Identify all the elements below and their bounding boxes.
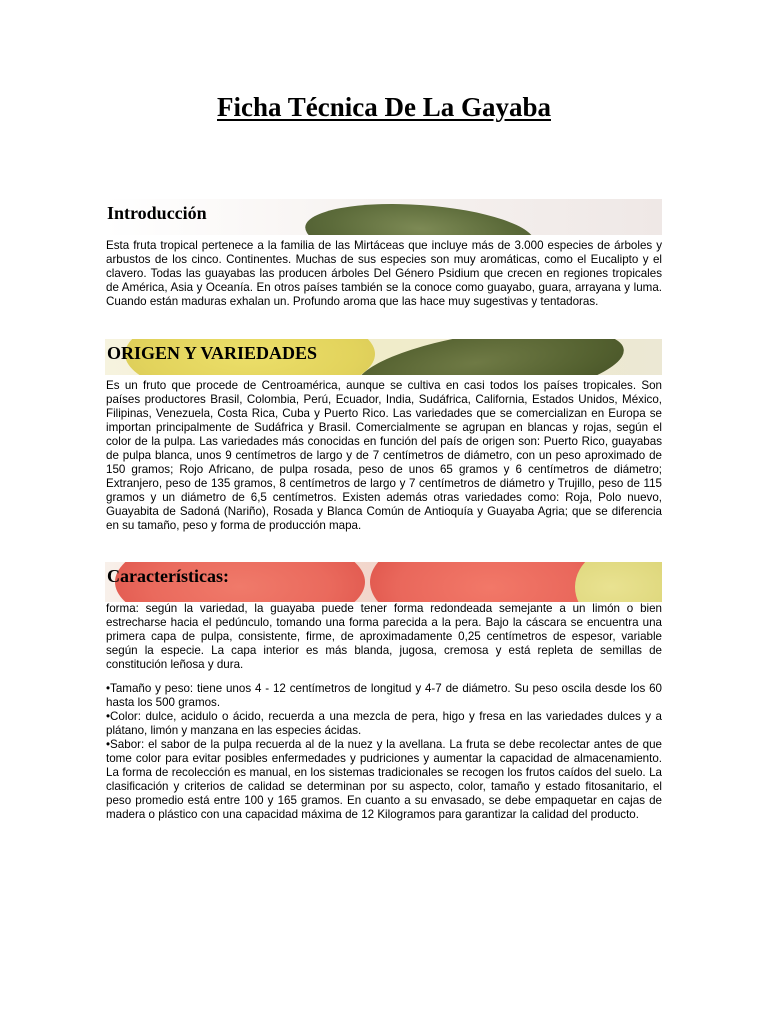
guava-pulp-image: [370, 562, 610, 602]
section-heading: Introducción: [107, 203, 207, 223]
bullet-item: •Tamaño y peso: tiene unos 4 - 12 centímetros de longitud y 4-7 de diámetro. Su peso oscila desde los 60 hasta los 500 gramos.: [106, 682, 662, 709]
section-banner-caracteristicas: [105, 562, 662, 602]
section-heading: Características:: [107, 566, 229, 586]
page-title: Ficha Técnica De La Gayaba: [217, 92, 551, 122]
section-body-caracteristicas: [106, 602, 662, 822]
paragraph: Esta fruta tropical pertenece a la familia de las Mirtáceas que incluye más de 3.000 especies de árboles y arbustos de los cinco. Continentes. Muchas de sus especies son muy aromáticas, como el Eucalipto y el clavero. Todas las guayabas las producen árboles Del Género Psidium que crecen en regiones tropicales de América, Asia y Oceanía. En otros países también se la conoce como guayabo, guara, arrayana y luma. Cuando están maduras exhalan un. Profundo aroma que las hace muy sugestivas y tentadoras.: [106, 239, 662, 308]
section-body-origen: [106, 379, 662, 533]
section-heading: ORIGEN Y VARIEDADES: [107, 343, 318, 363]
section-banner-introduccion: [105, 199, 662, 235]
section-banner-origen: [105, 339, 662, 375]
section-body-introduccion: [106, 239, 662, 309]
bullet-item: •Sabor: el sabor de la pulpa recuerda al de la nuez y la avellana. La fruta se debe recolectar antes de que tome color para evitar posibles enfermedades y pudriciones y aumentar la capacidad de almacenamiento. La forma de recolección es manual, en los sistemas tradicionales se recogen los frutos caídos del suelo. La clasificación y criterios de calidad se determinan por su aspecto, color, tamaño y estado fitosanitario, el peso promedio está entre 100 y 165 gramos. En cuanto a su envasado, se debe empaquetar en cajas de madera o plástico con una capacidad máxima de 12 Kilogramos para garantizar la calidad del producto.: [106, 738, 662, 821]
bullet-item: •Color: dulce, acidulo o ácido, recuerda a una mezcla de pera, higo y fresa en las variedades dulces y a plátano, limón y manzana en las especies ácidas.: [106, 710, 662, 737]
paragraph: Es un fruto que procede de Centroamérica, aunque se cultiva en casi todos los países tropicales. Son países productores Brasil, Colombia, Perú, Ecuador, India, Sudáfrica, California, Estados Unidos, México, Filipinas, Venezuela, Costa Rica, Cuba y Puerto Rico. Las variedades que se comercializan en Europa se importan principalmente de Sudáfrica y Brasil. Comercialmente se agrupan en blancas y rojas, según el color de la pulpa. Las variedades más conocidas en función del país de origen son: Puerto Rico, guayabas de pulpa blanca, unos 9 centímetros de largo y de 7 centímetros de diámetro, con un peso aproximado de 150 gramos; Rojo Africano, de pulpa rosada, peso de unos 65 gramos y 6 centímetros de diámetro; Extranjero, peso de 135 gramos, 8 centímetros de largo y 7 centímetros de diámetro y Trujillo, peso de 115 gramos y un diámetro de 6,5 centímetros. Existen además otras variedades como: Roja, Polo nuevo, Guayabita de Sadoná (Nariño), Rosada y Blanca Común de Antioquía y Guayaba Agria; que se diferencia en su tamaño, peso y forma de producción mapa.: [106, 379, 662, 532]
guava-skin-image: [575, 562, 662, 602]
paragraph: forma: según la variedad, la guayaba puede tener forma redondeada semejante a un limón o bien estrecharse hacia el pedúnculo, tomando una forma parecida a la pera. Bajo la cáscara se encuentra una primera capa de pulpa, consistente, firme, de aproximadamente 0,25 centímetros de espesor, variable según la especie. La capa interior es más blanda, jugosa, cremosa y está repleta de semillas de constitución leñosa y dura.: [106, 602, 662, 671]
